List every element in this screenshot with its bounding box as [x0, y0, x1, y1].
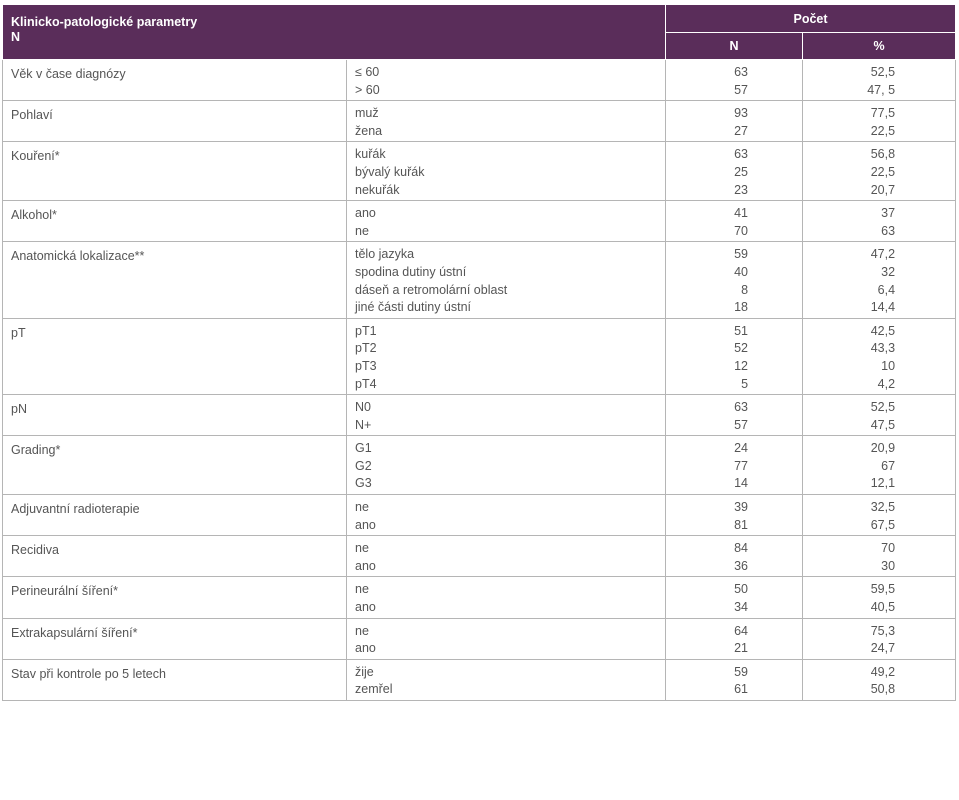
- parameter-cell: [3, 536, 347, 577]
- percent-value: 6,4: [877, 282, 896, 297]
- parameter-label: Anatomická lokalizace**: [11, 249, 145, 264]
- subcategory-value: N0: [355, 400, 371, 415]
- subcategory-cell: [347, 242, 666, 318]
- count-value: 5: [741, 376, 749, 391]
- parameter-cell: [3, 618, 347, 659]
- percent-value: 40,5: [870, 600, 896, 615]
- count-value: 59: [734, 247, 749, 262]
- percent-value: 47,2: [870, 247, 896, 262]
- count-value: 50: [734, 582, 749, 597]
- subcategory-value: ne: [355, 223, 369, 238]
- percent-cell: [803, 142, 956, 201]
- count-value: 14: [734, 476, 749, 491]
- subcategory-value: dáseň a retromolární oblast: [355, 282, 508, 297]
- header-title-line1: Klinicko-patologické parametry: [11, 15, 198, 29]
- percent-value: 47, 5: [867, 82, 896, 97]
- percent-cell: [803, 577, 956, 618]
- subcategory-value: > 60: [355, 82, 380, 97]
- count-value: 34: [734, 600, 749, 615]
- parameter-cell: [3, 242, 347, 318]
- subcategory-cell: [347, 618, 666, 659]
- header-col-pct: %: [803, 33, 956, 60]
- table-row: [3, 495, 956, 536]
- count-cell: [666, 436, 803, 495]
- percent-value: 67,5: [870, 517, 896, 532]
- percent-cell: [803, 101, 956, 142]
- count-value: 23: [734, 182, 749, 197]
- header-group-count: Počet: [666, 5, 956, 33]
- percent-cell: [803, 659, 956, 700]
- count-cell: [666, 318, 803, 394]
- count-value: 52: [734, 341, 749, 356]
- percent-value: 20,9: [870, 441, 896, 456]
- table-row: [3, 618, 956, 659]
- parameter-label: pT: [11, 325, 26, 340]
- header-title: [3, 5, 666, 60]
- count-value: 84: [734, 541, 749, 556]
- subcategory-cell: [347, 142, 666, 201]
- percent-value: 42,5: [870, 323, 896, 338]
- percent-value: 70: [881, 541, 896, 556]
- subcategory-value: G1: [355, 441, 372, 456]
- count-cell: [666, 495, 803, 536]
- subcategory-cell: [347, 536, 666, 577]
- subcategory-cell: [347, 318, 666, 394]
- count-value: 27: [734, 123, 749, 138]
- percent-cell: [803, 242, 956, 318]
- subcategory-value: ano: [355, 517, 376, 532]
- count-value: 81: [734, 517, 749, 532]
- subcategory-value: kuřák: [355, 147, 386, 162]
- percent-value: 10: [881, 358, 896, 373]
- subcategory-value: bývalý kuřák: [355, 164, 425, 179]
- subcategory-value: ne: [355, 500, 369, 515]
- count-cell: [666, 536, 803, 577]
- percent-value: 52,5: [870, 400, 896, 415]
- parameter-label: Grading*: [11, 443, 61, 458]
- percent-value: 49,2: [870, 664, 896, 679]
- table-row: [3, 101, 956, 142]
- subcategory-value: pT2: [355, 341, 377, 356]
- subcategory-value: žije: [355, 664, 374, 679]
- count-cell: [666, 101, 803, 142]
- percent-value: 14,4: [870, 300, 896, 315]
- count-value: 8: [741, 282, 749, 297]
- parameter-cell: [3, 101, 347, 142]
- count-value: 24: [734, 441, 749, 456]
- percent-value: 43,3: [870, 341, 896, 356]
- subcategory-cell: [347, 101, 666, 142]
- subcategory-cell: [347, 577, 666, 618]
- parameter-cell: [3, 436, 347, 495]
- parameter-cell: [3, 659, 347, 700]
- parameter-cell: [3, 577, 347, 618]
- percent-cell: [803, 436, 956, 495]
- count-cell: [666, 659, 803, 700]
- subcategory-value: muž: [355, 106, 379, 121]
- count-value: 36: [734, 558, 749, 573]
- table-row: [3, 201, 956, 242]
- subcategory-value: ne: [355, 623, 369, 638]
- table-row: [3, 395, 956, 436]
- count-cell: [666, 577, 803, 618]
- count-value: 39: [734, 500, 749, 515]
- table-body: [3, 60, 956, 701]
- parameter-label: Extrakapsulární šíření*: [11, 625, 138, 640]
- percent-value: 4,2: [877, 376, 896, 391]
- table-row: [3, 318, 956, 394]
- subcategory-value: zemřel: [355, 682, 393, 697]
- count-value: 57: [734, 417, 749, 432]
- percent-value: 75,3: [870, 623, 896, 638]
- count-cell: [666, 201, 803, 242]
- header-col-n: N: [666, 33, 803, 60]
- count-cell: [666, 242, 803, 318]
- count-value: 41: [734, 206, 749, 221]
- table-row: [3, 242, 956, 318]
- subcategory-value: pT1: [355, 323, 377, 338]
- percent-value: 32: [881, 264, 896, 279]
- table-row: [3, 142, 956, 201]
- subcategory-value: ne: [355, 582, 369, 597]
- clinicopathological-table: [2, 4, 956, 701]
- count-value: 63: [734, 147, 749, 162]
- subcategory-value: nekuřák: [355, 182, 400, 197]
- subcategory-value: ≤ 60: [355, 65, 380, 79]
- subcategory-cell: [347, 60, 666, 101]
- count-value: 63: [734, 65, 749, 79]
- count-value: 77: [734, 458, 749, 473]
- percent-value: 20,7: [870, 182, 896, 197]
- subcategory-cell: [347, 436, 666, 495]
- parameter-cell: [3, 201, 347, 242]
- parameter-label: Pohlaví: [11, 108, 53, 123]
- subcategory-cell: [347, 495, 666, 536]
- subcategory-value: ano: [355, 206, 376, 221]
- percent-cell: [803, 318, 956, 394]
- count-value: 51: [734, 323, 749, 338]
- percent-value: 59,5: [870, 582, 896, 597]
- subcategory-value: G3: [355, 476, 372, 491]
- percent-value: 30: [881, 558, 896, 573]
- subcategory-value: pT3: [355, 358, 377, 373]
- percent-value: 50,8: [870, 682, 896, 697]
- percent-value: 22,5: [870, 164, 896, 179]
- percent-value: 52,5: [870, 65, 896, 79]
- count-value: 21: [734, 641, 749, 656]
- table-row: [3, 577, 956, 618]
- percent-value: 37: [881, 206, 896, 221]
- percent-value: 56,8: [870, 147, 896, 162]
- parameter-cell: [3, 318, 347, 394]
- subcategory-cell: [347, 201, 666, 242]
- parameter-cell: [3, 142, 347, 201]
- count-cell: [666, 60, 803, 101]
- subcategory-value: ano: [355, 558, 376, 573]
- percent-value: 12,1: [870, 476, 896, 491]
- table-row: [3, 536, 956, 577]
- subcategory-value: spodina dutiny ústní: [355, 264, 467, 279]
- parameter-cell: [3, 395, 347, 436]
- percent-value: 24,7: [870, 641, 896, 656]
- parameter-label: pN: [11, 402, 27, 417]
- count-value: 12: [734, 358, 749, 373]
- count-value: 25: [734, 164, 749, 179]
- percent-cell: [803, 495, 956, 536]
- percent-value: 22,5: [870, 123, 896, 138]
- table-row: [3, 436, 956, 495]
- count-value: 64: [734, 623, 749, 638]
- parameter-label: Alkohol*: [11, 208, 57, 223]
- subcategory-value: jiné části dutiny ústní: [355, 300, 472, 315]
- count-cell: [666, 142, 803, 201]
- percent-value: 77,5: [870, 106, 896, 121]
- subcategory-value: G2: [355, 458, 372, 473]
- subcategory-value: žena: [355, 123, 383, 138]
- count-value: 57: [734, 82, 749, 97]
- percent-cell: [803, 60, 956, 101]
- parameter-cell: [3, 495, 347, 536]
- percent-value: 32,5: [870, 500, 896, 515]
- subcategory-value: N+: [355, 417, 372, 432]
- subcategory-value: tělo jazyka: [355, 247, 415, 262]
- header-title-line2: N: [11, 30, 21, 44]
- percent-value: 63: [881, 223, 896, 238]
- table-header: [3, 5, 956, 60]
- table-row: [3, 60, 956, 101]
- parameter-cell: [3, 60, 347, 101]
- count-value: 63: [734, 400, 749, 415]
- subcategory-value: ano: [355, 600, 376, 615]
- subcategory-cell: [347, 659, 666, 700]
- parameter-label: Perineurální šíření*: [11, 584, 119, 599]
- count-cell: [666, 618, 803, 659]
- count-cell: [666, 395, 803, 436]
- count-value: 93: [734, 106, 749, 121]
- subcategory-cell: [347, 395, 666, 436]
- percent-cell: [803, 201, 956, 242]
- count-value: 18: [734, 300, 749, 315]
- percent-cell: [803, 536, 956, 577]
- parameter-label: Věk v čase diagnózy: [11, 67, 126, 81]
- parameter-label: Recidiva: [11, 543, 59, 558]
- count-value: 40: [734, 264, 749, 279]
- percent-cell: [803, 395, 956, 436]
- subcategory-value: ano: [355, 641, 376, 656]
- count-value: 61: [734, 682, 749, 697]
- count-value: 70: [734, 223, 749, 238]
- parameter-label: Adjuvantní radioterapie: [11, 502, 140, 517]
- subcategory-value: ne: [355, 541, 369, 556]
- percent-value: 67: [881, 458, 896, 473]
- table-row: [3, 659, 956, 700]
- parameter-label: Stav při kontrole po 5 letech: [11, 666, 166, 681]
- parameter-label: Kouření*: [11, 149, 60, 164]
- percent-cell: [803, 618, 956, 659]
- count-value: 59: [734, 664, 749, 679]
- subcategory-value: pT4: [355, 376, 377, 391]
- percent-value: 47,5: [870, 417, 896, 432]
